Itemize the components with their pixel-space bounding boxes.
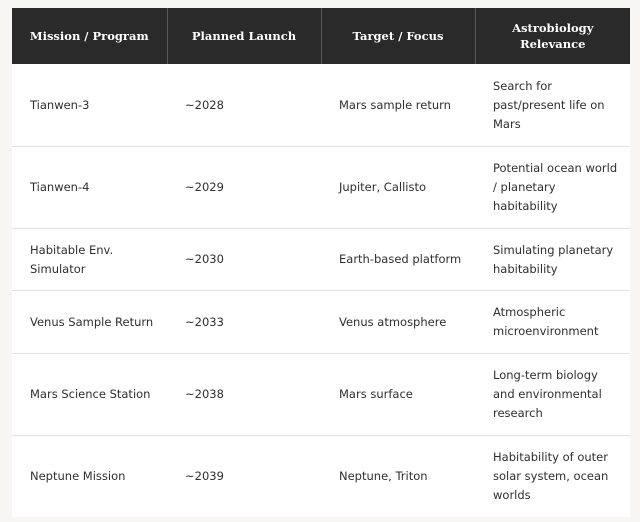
cell-relevance: Long-term biology and environmental research — [475, 354, 630, 436]
cell-relevance: Atmospheric microenvironment — [475, 291, 630, 354]
cell-mission: Mars Science Station — [12, 354, 167, 436]
cell-relevance: Search for past/present life on Mars — [493, 78, 605, 131]
cell-mission: Tianwen-3 — [30, 97, 90, 112]
header-mission: Mission / Program — [12, 8, 167, 64]
table-row — [12, 147, 630, 229]
table-body — [12, 64, 630, 517]
cell-launch: ~2030 — [167, 229, 321, 291]
table-header — [12, 8, 630, 64]
cell-target: Jupiter, Callisto — [321, 147, 475, 229]
table-row — [12, 64, 630, 147]
cell-relevance: Potential ocean world / planetary habitability — [475, 147, 630, 229]
cell-target: Earth-based platform — [321, 229, 475, 291]
cell-relevance: Habitability of outer solar system, ocean worlds — [475, 436, 630, 518]
cell-launch: ~2033 — [167, 291, 321, 354]
table-row — [12, 436, 630, 518]
cell-mission: Habitable Env. Simulator — [12, 229, 167, 291]
cell-launch: ~2039 — [167, 436, 321, 518]
missions-table — [12, 8, 630, 517]
cell-mission: Tianwen-4 — [12, 147, 167, 229]
cell-target: Neptune, Triton — [321, 436, 475, 518]
header-target: Target / Focus — [321, 8, 475, 64]
cell-target: Mars surface — [321, 354, 475, 436]
cell-mission: Neptune Mission — [12, 436, 167, 518]
cell-launch: ~2029 — [167, 147, 321, 229]
cell-launch: ~2028 — [185, 97, 224, 112]
missions-table-container — [12, 8, 630, 517]
table-row — [12, 354, 630, 436]
cell-target: Mars sample return — [339, 97, 451, 112]
cell-launch: ~2038 — [167, 354, 321, 436]
table-row — [12, 291, 630, 354]
header-planned-launch: Planned Launch — [167, 8, 321, 64]
cell-target: Venus atmosphere — [321, 291, 475, 354]
cell-relevance: Simulating planetary habitability — [475, 229, 630, 291]
header-row — [12, 8, 630, 64]
cell-mission: Venus Sample Return — [12, 291, 167, 354]
header-astrobiology-relevance: Astrobiology Relevance — [475, 8, 630, 64]
table-row — [12, 229, 630, 291]
